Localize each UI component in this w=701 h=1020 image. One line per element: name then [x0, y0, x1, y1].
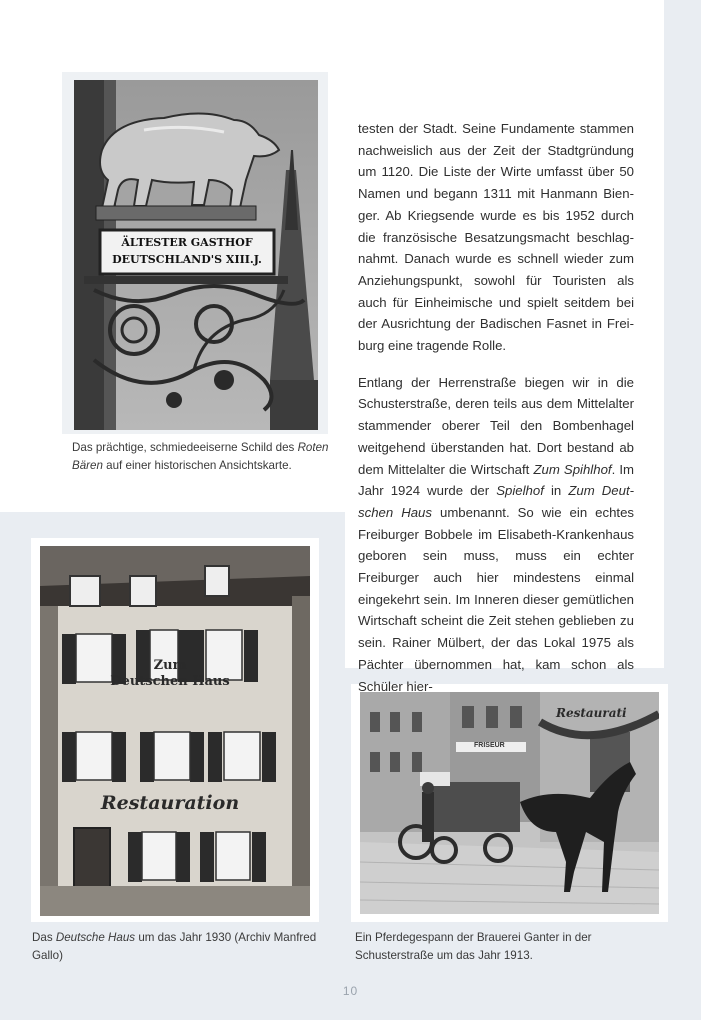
page-number: 10: [342, 984, 359, 998]
caption-deutsches-haus: [32, 929, 318, 964]
photo-frame-deutsches-haus: [31, 538, 319, 922]
photo-frame-bear-sign: [62, 72, 328, 434]
paragraph-2-part-1: Entlang der Herrenstraße biegen wir in die Schusterstraße, deren teils aus dem Mittelalter stammender oberer Teil den Bombenhagel weitgehend überstanden hat. Dort bestand ab dem Mittelalter die Wirtschaft: [358, 374, 634, 477]
facade-sign-upper-line-1: Zum: [153, 658, 187, 673]
paragraph-2-part-3: in: [543, 483, 569, 499]
sign-plaque-line-1: ÄLTESTER GASTHOF: [121, 236, 253, 249]
facade-sign-upper-line-2: Deutschen Haus: [110, 674, 230, 689]
paragraph-2-italic-2: Spielhof: [496, 483, 544, 499]
photo-bear-sign: [74, 80, 318, 430]
caption-deutsches-haus-part-1: Das: [32, 931, 56, 944]
facade-sign-upper: [100, 658, 240, 690]
paragraph-2-part-2: . Im Jahr 1924 wurde der: [358, 461, 634, 499]
paragraph-2-italic-3: Zum Deutschen Haus: [358, 483, 635, 520]
caption-bear-sign-part-2: auf einer historischen Ansichtskarte.: [102, 458, 292, 472]
photo-frame-horse-carriage: [351, 684, 668, 922]
caption-horse-carriage: Ein Pferdegespann der Brauerei Ganter in der Schusterstraße um das Jahr 1913.: [355, 931, 592, 962]
caption-bear-sign-italic: Roten Bären: [72, 441, 329, 472]
caption-bear-sign-part-1: Das prächtige, schmiedeeiserne Schild des: [72, 441, 298, 454]
paragraph-2: [358, 372, 634, 698]
caption-bear-sign: [72, 439, 334, 474]
shop-sign-text: FRISEUR: [474, 742, 505, 749]
sign-plaque-line-2: DEUTSCHLAND'S XIII.J.: [112, 253, 262, 266]
body-text-column: [358, 118, 634, 697]
photo-deutsches-haus: [40, 546, 310, 916]
caption-deutsches-haus-part-2: um das Jahr 1930 (Archiv Manfred Gallo): [32, 931, 317, 962]
paragraph-2-italic-1: Zum Spihlhof: [533, 461, 612, 477]
photo-horse-carriage: [360, 692, 659, 914]
awning-text: Restaurati: [556, 706, 627, 720]
paragraph-2-part-4: umbenannt. So wie ein echtes Freiburger Bobbele im Elisabeth-Krankenhaus geboren sein muss, muss ein echter Freiburger auch hier mindestens einmal eingekehrt sein. Im Inneren dieser gemütlichen Wirtschaft scheint die Zeit stehen geblieben zu sein. Rainer Mülbert, der das Lokal 1975 als Pächter übernommen hat, kam schon als Schüler hier-: [358, 504, 635, 694]
sign-plaque-text: [102, 234, 272, 268]
facade-sign-lower: Restauration: [100, 792, 240, 814]
paragraph-1: testen der Stadt. Seine Fundamente stammen nachweislich aus der Zeit der Stadtgründung um 1120. Die Liste der Wirte umfasst über 50 Namen und begann 1311 mit Hanmann Bienger. Ab Kriegsende wurde es bis 1952 durch die französische Besatzungsmacht beschlagnahmt. Danach wurde es schnell wieder zum Anziehungspunkt, sowohl für Touristen als auch für Einheimische und spielt seitdem bei der Ausrichtung der Badischen Fasnet in Freiburg eine tragende Rolle.: [358, 121, 634, 354]
caption-deutsches-haus-italic: Deutsche Haus: [55, 931, 136, 944]
